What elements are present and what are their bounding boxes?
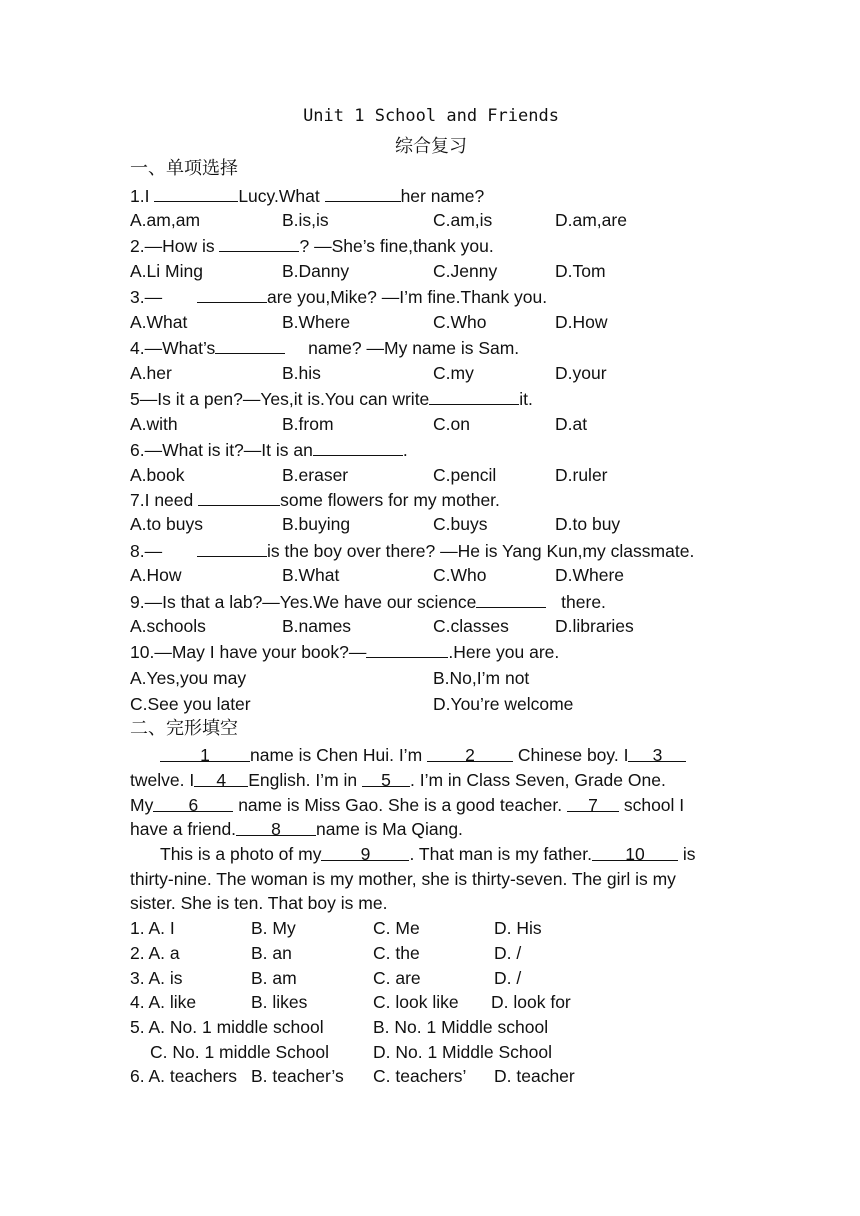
answer-blank <box>215 336 285 354</box>
cloze-text: My <box>130 795 154 815</box>
option-a: A.What <box>130 312 188 332</box>
question-3 <box>130 285 547 307</box>
cloze-blank-10: 10 <box>592 843 678 861</box>
question-text: 4.—What’s <box>130 338 216 358</box>
answer-blank <box>366 640 448 658</box>
option-a: A.How <box>130 565 182 585</box>
question-text: some flowers for my mother. <box>280 490 500 510</box>
option-d: D.You’re welcome <box>433 694 574 714</box>
question-10 <box>130 640 559 662</box>
option-c: C.pencil <box>433 465 497 485</box>
question-9 <box>130 590 606 612</box>
option-d: D. look for <box>491 992 571 1012</box>
cloze-line-7: sister. She is ten. That boy is me. <box>130 893 388 913</box>
option-a: 4. A. like <box>130 992 197 1012</box>
question-6 <box>130 438 408 460</box>
option-b: B.eraser <box>282 465 349 485</box>
cloze-blank-9: 9 <box>321 843 409 861</box>
cloze-text: . That man is my father. <box>409 844 592 864</box>
question-text: 6.—What is it?—It is an <box>130 440 313 460</box>
question-text: Lucy.What <box>238 186 325 206</box>
answer-blank <box>197 539 267 557</box>
cloze-text: name is Chen Hui. I’m <box>250 745 428 765</box>
cloze-text: school I <box>618 795 685 815</box>
option-d: D.ruler <box>555 465 608 485</box>
question-text: 1.I <box>130 186 155 206</box>
question-text: . <box>402 440 408 460</box>
question-5 <box>130 387 533 409</box>
option-d: D.at <box>555 414 588 434</box>
answer-blank <box>154 184 238 202</box>
option-b: B.from <box>282 414 334 434</box>
option-c: C.my <box>433 363 474 383</box>
option-b: B.Danny <box>282 261 350 281</box>
cloze-text: name is Ma Qiang. <box>316 819 463 839</box>
cloze-text: have a friend. <box>130 819 237 839</box>
option-c: C.buys <box>433 514 488 534</box>
option-b: B.is,is <box>282 210 329 230</box>
option-a: A.Yes,you may <box>130 668 247 688</box>
option-b: B. an <box>251 943 292 963</box>
question-7 <box>130 488 500 510</box>
option-a: 5. A. No. 1 middle school <box>130 1017 324 1037</box>
option-a: A.book <box>130 465 185 485</box>
option-a: 3. A. is <box>130 968 183 988</box>
option-c: C. No. 1 middle School <box>150 1042 329 1062</box>
cloze-blank-2: 2 <box>427 744 513 762</box>
cloze-blank-4: 4 <box>194 769 248 787</box>
answer-blank <box>429 387 519 405</box>
option-a: 1. A. I <box>130 918 175 938</box>
answer-blank <box>219 234 299 252</box>
section-heading-cloze: 二、完形填空 <box>130 718 238 739</box>
option-a: A.her <box>130 363 172 383</box>
option-a: A.schools <box>130 616 206 636</box>
question-text: 8.— <box>130 541 167 561</box>
question-text: 10.—May I have your book?— <box>130 642 367 662</box>
option-c: C.See you later <box>130 694 251 714</box>
question-text: ? —She’s fine,thank you. <box>299 236 494 256</box>
option-d: D. / <box>494 943 522 963</box>
cloze-text: is <box>678 844 696 864</box>
question-text: 7.I need <box>130 490 199 510</box>
option-b: B. No. 1 Middle school <box>373 1017 549 1037</box>
cloze-text: Chinese boy. I <box>513 745 629 765</box>
option-a: 6. A. teachers <box>130 1066 238 1086</box>
answer-blank <box>476 590 546 608</box>
option-d: D.am,are <box>555 210 627 230</box>
option-d: D.Tom <box>555 261 606 281</box>
option-d: D. / <box>494 968 522 988</box>
question-4 <box>130 336 519 358</box>
option-d: D.your <box>555 363 607 383</box>
option-d: D.to buy <box>555 514 621 534</box>
cloze-blank-7: 7 <box>567 794 619 812</box>
question-text: is the boy over there? —He is Yang Kun,my classmate. <box>266 541 695 561</box>
option-b: B.No,I’m not <box>433 668 530 688</box>
option-c: C.Jenny <box>433 261 498 281</box>
option-d: D. His <box>494 918 542 938</box>
answer-blank <box>198 488 280 506</box>
option-c: C. the <box>373 943 420 963</box>
cloze-text: twelve. I <box>130 770 195 790</box>
option-a: A.with <box>130 414 178 434</box>
option-b: B. am <box>251 968 297 988</box>
option-c: C. Me <box>373 918 420 938</box>
question-text: .Here you are. <box>448 642 560 662</box>
question-2 <box>130 234 494 256</box>
cloze-blank-8: 8 <box>236 818 316 836</box>
cloze-line-3 <box>130 794 684 816</box>
cloze-line-2 <box>130 769 666 791</box>
option-a: 2. A. a <box>130 943 180 963</box>
option-b: B.Where <box>282 312 351 332</box>
question-text: name? —My name is Sam. <box>303 338 520 358</box>
question-text: her name? <box>400 186 485 206</box>
option-a: A.to buys <box>130 514 203 534</box>
question-text: are you,Mike? —I’m fine.Thank you. <box>266 287 548 307</box>
question-text: 2.—How is <box>130 236 220 256</box>
answer-blank <box>197 285 267 303</box>
question-text: there. <box>556 592 606 612</box>
option-b: B.What <box>282 565 340 585</box>
option-c: C.classes <box>433 616 509 636</box>
option-d: D.How <box>555 312 608 332</box>
option-d: D. teacher <box>494 1066 575 1086</box>
option-c: C. teachers’ <box>373 1066 467 1086</box>
option-b: B. My <box>251 918 296 938</box>
option-b: B.names <box>282 616 352 636</box>
cloze-line-6: thirty-nine. The woman is my mother, she is thirty-seven. The girl is my <box>130 869 676 889</box>
page-title: Unit 1 School and Friends <box>303 106 559 126</box>
cloze-text: . I’m in Class Seven, Grade One. <box>410 770 666 790</box>
question-text: it. <box>519 389 533 409</box>
cloze-text: This is a photo of my <box>160 844 322 864</box>
cloze-blank-1: 1 <box>160 744 250 762</box>
cloze-blank-3: 3 <box>628 744 686 762</box>
option-b: B.his <box>282 363 321 383</box>
option-d: D.libraries <box>555 616 634 636</box>
question-text: 9.—Is that a lab?—Yes.We have our science <box>130 592 477 612</box>
question-text: 3.— <box>130 287 167 307</box>
question-1 <box>130 184 484 206</box>
option-b: B. teacher’s <box>251 1066 344 1086</box>
cloze-blank-6: 6 <box>153 794 233 812</box>
option-b: B. likes <box>251 992 308 1012</box>
option-a: A.am,am <box>130 210 201 230</box>
option-c: C.Who <box>433 312 487 332</box>
cloze-line-4 <box>130 818 463 840</box>
section-heading-multiple-choice: 一、单项选择 <box>130 158 238 179</box>
option-a: A.Li Ming <box>130 261 203 281</box>
cloze-text: name is Miss Gao. She is a good teacher. <box>233 795 567 815</box>
cloze-line-1 <box>160 744 686 766</box>
option-c: C. look like <box>373 992 459 1012</box>
page-subtitle: 综合复习 <box>395 136 467 157</box>
cloze-text: English. I’m in <box>248 770 362 790</box>
option-b: B.buying <box>282 514 351 534</box>
option-c: C.Who <box>433 565 487 585</box>
cloze-blank-5: 5 <box>362 769 410 787</box>
option-c: C.on <box>433 414 470 434</box>
answer-blank <box>325 184 401 202</box>
option-d: D.Where <box>555 565 625 585</box>
option-c: C. are <box>373 968 421 988</box>
question-8 <box>130 539 694 561</box>
option-d: D. No. 1 Middle School <box>373 1042 552 1062</box>
question-text: 5—Is it a pen?—Yes,it is.You can write <box>130 389 430 409</box>
cloze-line-5 <box>160 843 696 865</box>
answer-blank <box>313 438 403 456</box>
option-c: C.am,is <box>433 210 493 230</box>
